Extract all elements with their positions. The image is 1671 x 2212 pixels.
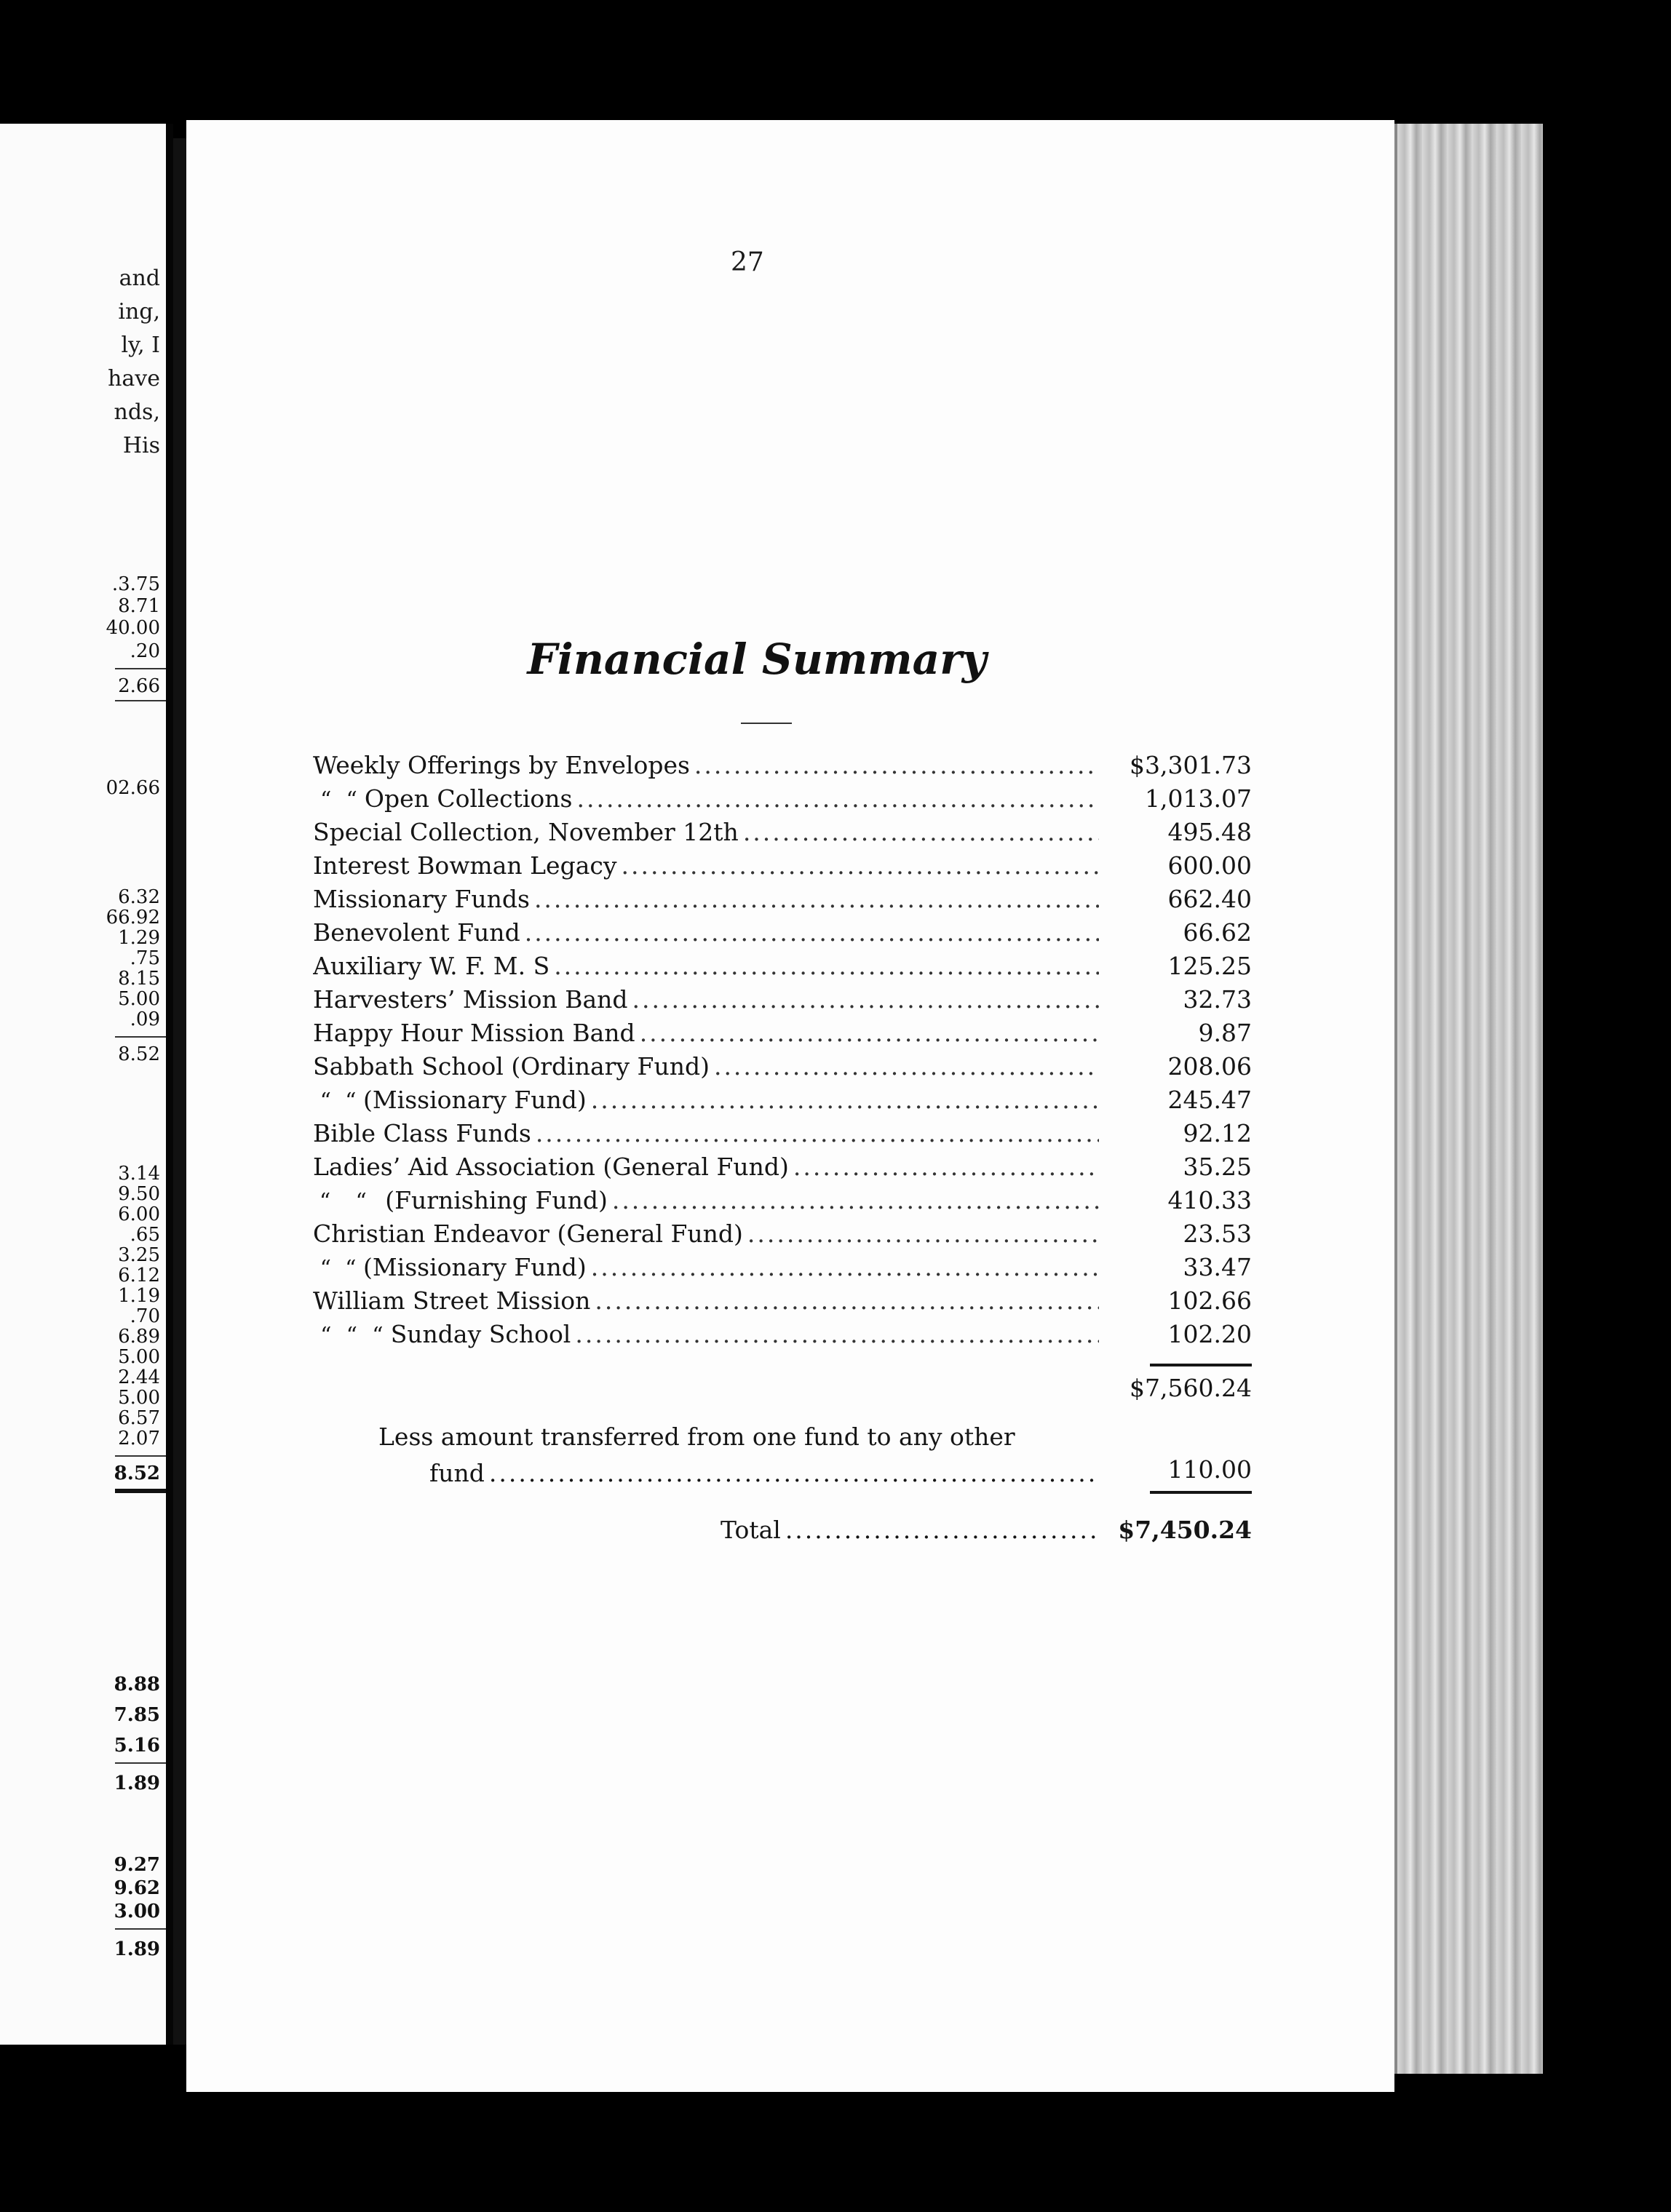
- left-number: 5.00: [118, 1346, 160, 1368]
- ledger-amount: 1,013.07: [1145, 784, 1252, 813]
- left-number: 7.85: [114, 1704, 160, 1726]
- left-number: 66.92: [106, 907, 160, 928]
- ledger-amount: 208.06: [1167, 1052, 1252, 1081]
- less-label-line1: Less amount transferred from one fund to any other: [378, 1423, 1015, 1451]
- left-number: 5.00: [118, 988, 160, 1010]
- ledger-row: [313, 784, 1252, 818]
- total-row: [313, 1516, 1252, 1549]
- ditto-mark: “: [319, 1256, 331, 1281]
- ledger-amount: 495.48: [1167, 818, 1252, 846]
- ledger-amount: 410.33: [1167, 1186, 1252, 1214]
- ledger-label: Sabbath School (Ordinary Fund) .....: [313, 1052, 1099, 1081]
- ledger-label: Auxiliary W. F. M. S .....: [313, 952, 1099, 980]
- left-number: 9.27: [114, 1854, 160, 1876]
- ledger-label: Harvesters’ Mission Band .....: [313, 985, 1099, 1014]
- ledger-row: [313, 1186, 1252, 1220]
- ditto-mark: “: [319, 1089, 331, 1114]
- ledger-label: “ “ “ Sunday School .....: [313, 1320, 1099, 1348]
- total-amount: $7,450.24: [1118, 1516, 1252, 1544]
- left-number: 2.44: [118, 1366, 160, 1388]
- title-rule: [741, 723, 792, 724]
- left-page-fragment: [0, 124, 173, 2045]
- left-number: 1.89: [114, 1938, 160, 1960]
- ledger-label: Missionary Funds .....: [313, 885, 1099, 913]
- left-number: 2.66: [118, 675, 160, 697]
- ledger-row: [313, 1220, 1252, 1253]
- ledger-amount: 662.40: [1167, 885, 1252, 913]
- ledger-label: William Street Mission .....: [313, 1286, 1099, 1315]
- ledger-amount: 66.62: [1183, 918, 1252, 947]
- left-number: .65: [130, 1224, 160, 1246]
- left-number: .3.75: [111, 573, 160, 595]
- ditto-mark: “: [346, 1323, 358, 1348]
- left-number: .75: [130, 947, 160, 969]
- left-text-line: ly, I: [121, 333, 160, 358]
- left-number: 8.15: [118, 968, 160, 990]
- left-number: 8.88: [114, 1674, 160, 1695]
- left-rule: [115, 1455, 166, 1457]
- ditto-mark: “: [355, 1189, 367, 1214]
- subtotal-row: [313, 1374, 1252, 1407]
- left-text-line: His: [122, 433, 160, 458]
- ledger-row: [313, 1019, 1252, 1052]
- ledger-amount: 9.87: [1198, 1019, 1252, 1047]
- left-number: 6.12: [118, 1265, 160, 1286]
- left-rule: [115, 668, 166, 669]
- financial-ledger: [313, 751, 1252, 1407]
- ledger-row: [313, 818, 1252, 851]
- left-number: 3.00: [114, 1901, 160, 1922]
- ledger-row: [313, 1286, 1252, 1320]
- ledger-row: [313, 1320, 1252, 1353]
- ledger-label: Christian Endeavor (General Fund) .....: [313, 1220, 1099, 1248]
- ledger-row: [313, 1153, 1252, 1186]
- book-gutter: [173, 138, 186, 2045]
- left-number: 1.19: [118, 1285, 160, 1307]
- ledger-label: Ladies’ Aid Association (General Fund) .....: [313, 1153, 1099, 1181]
- ditto-mark: “: [320, 787, 332, 813]
- ledger-label: Interest Bowman Legacy .....: [313, 851, 1099, 880]
- ledger-label: “ “ (Furnishing Fund) .....: [313, 1186, 1099, 1214]
- ditto-mark: “: [345, 1089, 357, 1114]
- ledger-amount: $3,301.73: [1130, 751, 1252, 779]
- less-transfer-row: [313, 1423, 1252, 1495]
- ditto-mark: “: [320, 1323, 332, 1348]
- left-number: 3.14: [118, 1163, 160, 1185]
- subtotal-rule: [1150, 1364, 1252, 1366]
- left-number: 1.29: [118, 927, 160, 949]
- less-label-line2: fund .....: [429, 1459, 1099, 1487]
- ledger-amount: 600.00: [1167, 851, 1252, 880]
- ledger-row: [313, 885, 1252, 918]
- ditto-mark: “: [345, 1256, 357, 1281]
- ledger-label: Bible Class Funds .....: [313, 1119, 1099, 1147]
- left-number: 6.00: [118, 1204, 160, 1225]
- left-number: 2.07: [118, 1428, 160, 1449]
- left-text-line: and: [119, 266, 160, 291]
- ledger-amount: 33.47: [1183, 1253, 1252, 1281]
- ledger-row: [313, 1253, 1252, 1286]
- left-rule: [115, 1762, 166, 1764]
- left-number: 9.62: [114, 1877, 160, 1899]
- left-number: 9.50: [118, 1183, 160, 1205]
- ledger-label: Happy Hour Mission Band .....: [313, 1019, 1099, 1047]
- left-number: 6.32: [118, 886, 160, 908]
- ledger-label: “ “ (Missionary Fund) .....: [313, 1086, 1099, 1114]
- ditto-mark: “: [346, 787, 357, 813]
- ledger-row: [313, 918, 1252, 952]
- ledger-label: Special Collection, November 12th .....: [313, 818, 1099, 846]
- left-rule: [115, 700, 166, 701]
- ledger-row: [313, 1052, 1252, 1086]
- ledger-label: Benevolent Fund .....: [313, 918, 1099, 947]
- total-rule: [1150, 1491, 1252, 1494]
- left-number: .70: [130, 1305, 160, 1327]
- ledger-amount: 32.73: [1183, 985, 1252, 1014]
- ledger-amount: 92.12: [1183, 1119, 1252, 1147]
- ledger-row: [313, 851, 1252, 885]
- left-number: 8.71: [118, 595, 160, 617]
- left-number: 5.00: [118, 1387, 160, 1409]
- left-rule: [115, 1036, 166, 1038]
- page-title: Financial Summary: [527, 634, 987, 684]
- ledger-amount: 23.53: [1183, 1220, 1252, 1248]
- left-number: 5.16: [114, 1735, 160, 1757]
- left-rule: [115, 1928, 166, 1930]
- ledger-row: [313, 751, 1252, 784]
- ledger-label: “ “ Open Collections .....: [313, 784, 1099, 813]
- ledger-row: [313, 952, 1252, 985]
- ledger-amount: 102.66: [1167, 1286, 1252, 1315]
- left-rule: [115, 1489, 166, 1493]
- ledger-amount: 35.25: [1183, 1153, 1252, 1181]
- ditto-mark: “: [319, 1189, 331, 1214]
- left-number: 3.25: [118, 1244, 160, 1266]
- subtotal-amount: $7,560.24: [1130, 1374, 1252, 1402]
- ledger-row: [313, 1086, 1252, 1119]
- left-number: 8.52: [114, 1463, 160, 1484]
- left-number: 6.57: [118, 1407, 160, 1429]
- ledger-row: [313, 985, 1252, 1019]
- ledger-amount: 245.47: [1167, 1086, 1252, 1114]
- left-text-line: nds,: [114, 399, 160, 425]
- ditto-mark: “: [372, 1323, 384, 1348]
- left-number: 6.89: [118, 1326, 160, 1348]
- ledger-label: “ “ (Missionary Fund) .....: [313, 1253, 1099, 1281]
- page-number: 27: [731, 247, 764, 277]
- left-number: 8.52: [118, 1043, 160, 1065]
- left-number: 02.66: [106, 777, 160, 799]
- ledger-label: Weekly Offerings by Envelopes .....: [313, 751, 1099, 779]
- left-text-line: ing,: [118, 299, 160, 325]
- ledger-row: [313, 1119, 1252, 1153]
- left-number: .20: [130, 640, 160, 662]
- less-amount: 110.00: [1167, 1455, 1252, 1484]
- left-number: 40.00: [106, 617, 160, 639]
- left-text-line: have: [108, 366, 160, 391]
- total-label: Total .....: [721, 1516, 1099, 1544]
- ledger-amount: 102.20: [1167, 1320, 1252, 1348]
- left-number: 1.89: [114, 1773, 160, 1794]
- left-number: .09: [130, 1008, 160, 1030]
- page-edges: [1394, 124, 1543, 2074]
- ledger-amount: 125.25: [1167, 952, 1252, 980]
